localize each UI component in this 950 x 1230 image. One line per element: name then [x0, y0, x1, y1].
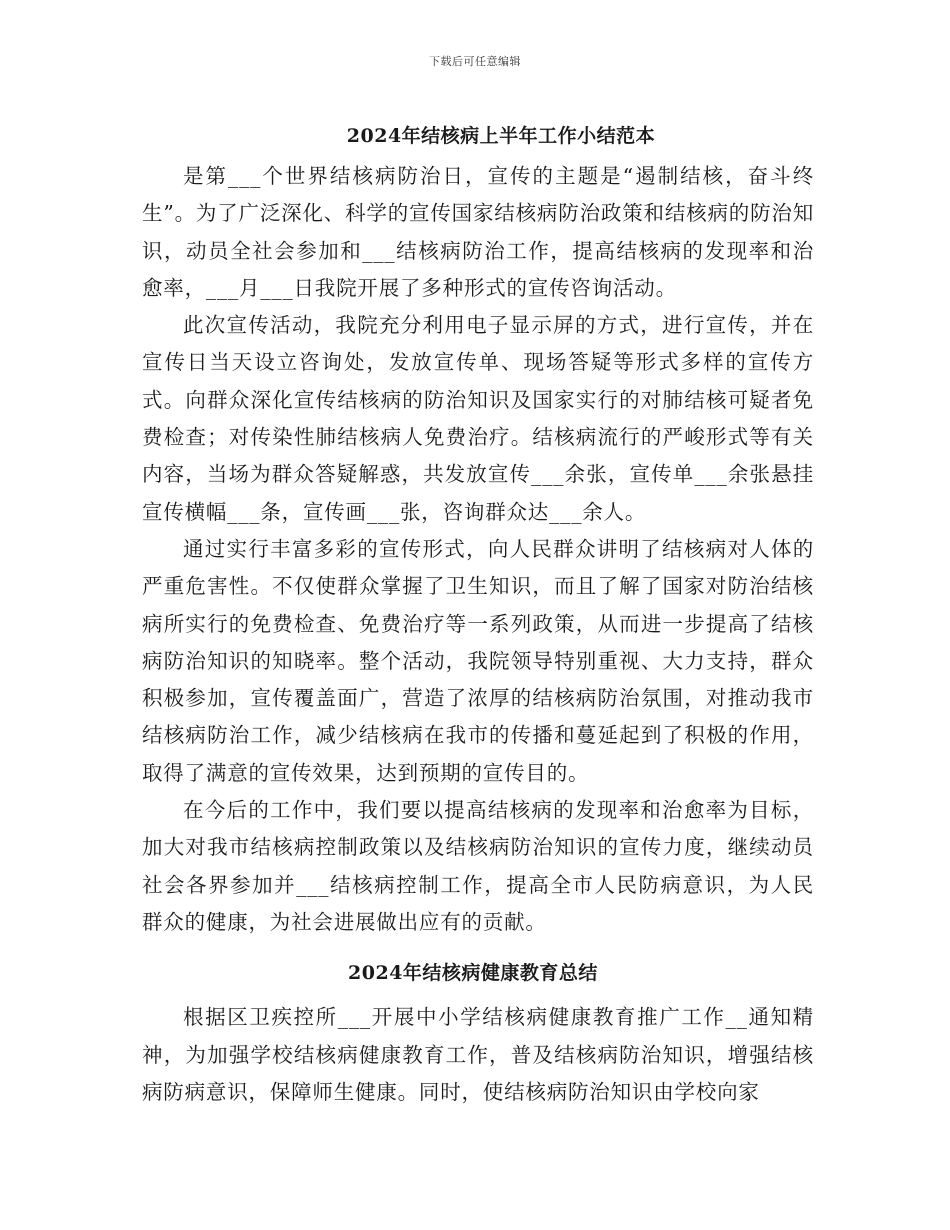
section-2-title: 2024年结核病健康教育总结	[348, 962, 598, 985]
section-1-paragraph-4: 在今后的工作中，我们要以提高结核病的发现率和治愈率为目标，加大对我市结核病控制政策以及结核病防治知识的宣传力度，继续动员社会各界参加并___结核病控制工作，提高全市人民防病意识，为人民群众的健康，为社会进展做出应有的贡献。	[142, 798, 814, 934]
section-1-paragraph-1: 是第___个世界结核病防治日，宣传的主题是“遏制结核，奋斗终生”。为了广泛深化、科学的宣传国家结核病防治政策和结核病的防治知识，动员全社会参加和___结核病防治工作，提高结核病的发现率和治愈率，___月___日我院开展了多种形式的宣传咨询活动。	[142, 164, 814, 300]
section-1-paragraph-2: 此次宣传活动，我院充分利用电子显示屏的方式，进行宣传，并在宣传日当天设立咨询处，发放宣传单、现场答疑等形式多样的宣传方式。向群众深化宣传结核病的防治知识及国家实行的对肺结核可疑者免费检查；对传染性肺结核病人免费治疗。结核病流行的严峻形式等有关内容，当场为群众答疑解惑，共发放宣传___余张，宣传单___余张悬挂宣传横幅___条，宣传画___张，咨询群众达___余人。	[142, 313, 814, 524]
section-1-title: 2024年结核病上半年工作小结范本	[346, 125, 656, 147]
section-2-paragraph-1: 根据区卫疾控所___开展中小学结核病健康教育推广工作__通知精神，为加强学校结核病健康教育工作，普及结核病防治知识，增强结核病防病意识，保障师生健康。同时，使结核病防治知识由学校向家	[142, 1005, 814, 1104]
section-1-paragraph-3: 通过实行丰富多彩的宣传形式，向人民群众讲明了结核病对人体的严重危害性。不仅使群众掌握了卫生知识，而且了解了国家对防治结核病所实行的免费检查、免费治疗等一系列政策，从而进一步提高了结核病防治知识的知晓率。整个活动，我院领导特别重视、大力支持，群众积极参加，宣传覆盖面广，营造了浓厚的结核病防治氛围，对推动我市结核病防治工作，减少结核病在我市的传播和蔓延起到了积极的作用，取得了满意的宣传效果，达到预期的宣传目的。	[142, 536, 814, 785]
header-note: 下载后可任意编辑	[429, 55, 521, 68]
document-body	[142, 118, 814, 1111]
